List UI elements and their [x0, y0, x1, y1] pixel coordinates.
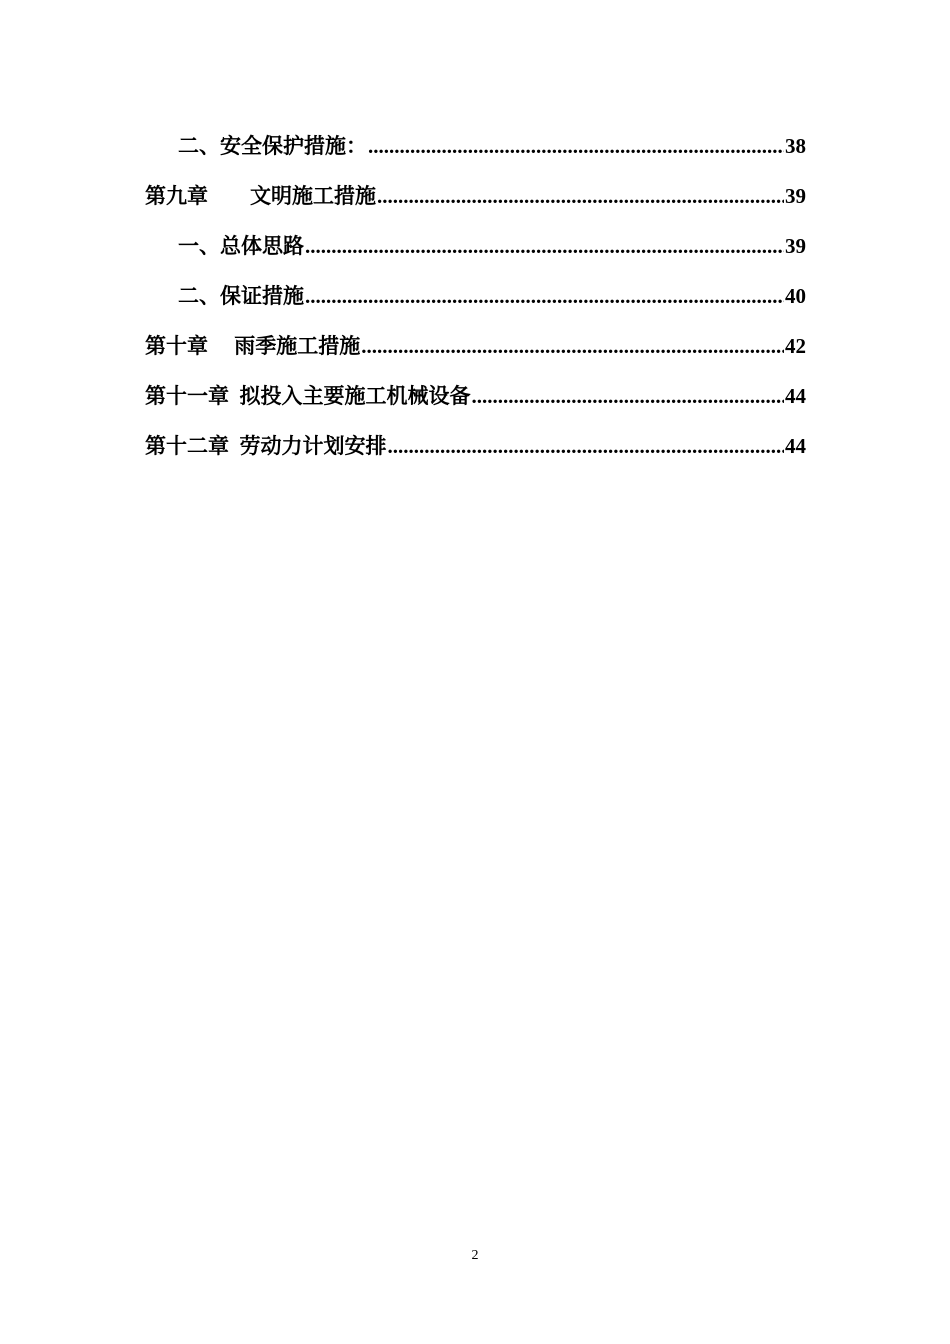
toc-entry-page: 39	[785, 234, 806, 258]
toc-leader-dots	[305, 227, 784, 265]
toc-entry-title: 二、保证措施	[178, 284, 304, 308]
toc-entry-title: 第十一章 拟投入主要施工机械设备	[145, 384, 471, 408]
toc-entry-title: 第十二章 劳动力计划安排	[145, 434, 387, 458]
toc-leader-dots	[388, 427, 785, 465]
page-number: 2	[471, 1248, 479, 1263]
toc-entry[interactable]	[145, 227, 806, 277]
toc-entry[interactable]	[145, 127, 806, 177]
toc-leader-dots	[361, 327, 784, 365]
toc-entry-page: 38	[785, 134, 806, 158]
toc-entry-title: 二、安全保护措施：	[178, 134, 367, 158]
toc-leader-dots	[305, 277, 784, 315]
toc-entry[interactable]	[145, 377, 806, 427]
toc-entry[interactable]	[145, 277, 806, 327]
toc-entry-page: 39	[785, 184, 806, 208]
toc-leader-dots	[368, 127, 784, 165]
toc-entry[interactable]	[145, 427, 806, 477]
toc-entry-title: 第十章 雨季施工措施	[145, 334, 361, 358]
toc-entry-page: 44	[785, 384, 806, 408]
toc-leader-dots	[377, 177, 784, 215]
toc-entry-title: 第九章 文明施工措施	[145, 184, 376, 208]
toc-entry-page: 42	[785, 334, 806, 358]
table-of-contents	[145, 127, 806, 477]
toc-entry[interactable]	[145, 177, 806, 227]
toc-leader-dots	[472, 377, 785, 415]
toc-entry-title: 一、总体思路	[178, 234, 304, 258]
toc-entry[interactable]	[145, 327, 806, 377]
toc-entry-page: 44	[785, 434, 806, 458]
toc-entry-page: 40	[785, 284, 806, 308]
